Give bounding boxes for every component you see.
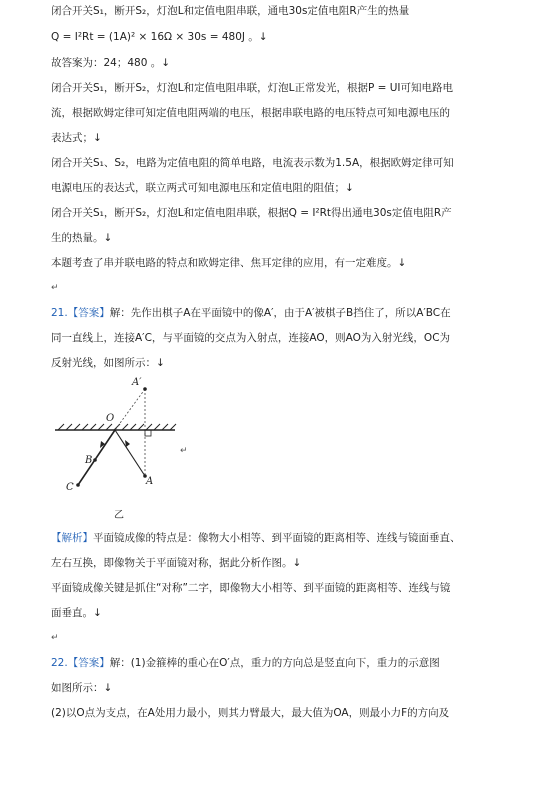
question-22-line-3: (2)以O点为支点，在A处用力最小，则其力臂最大，最大值为OA，则最小力F的方向及 <box>51 707 450 719</box>
analysis-line-3: 平面镜成像关键是抓住“对称”二字，即像物大小相等、到平面镜的距离相等、连线与镜 <box>51 582 451 594</box>
analysis-line-1 <box>51 531 461 545</box>
answer-tag: 【答案】 <box>67 657 110 669</box>
right-angle-mark <box>145 430 151 436</box>
paragraph-mark: ↵ <box>51 283 59 293</box>
analysis-text: 平面镜成像的特点是：像物大小相等、到平面镜的距离相等、连线与镜面垂直、 <box>93 532 461 544</box>
text-line: 生的热量。↓ <box>51 232 113 244</box>
text-line: 闭合开关S₁，断开S₂，灯泡L和定值电阻串联，通电30s定值电阻R产生的热量 <box>51 5 410 17</box>
answer-text: 解：(1)金箍棒的重心在O′点，重力的方向总是竖直向下，重力的示意图 <box>109 657 440 669</box>
formula-line: Q = I²Rt = (1A)² × 16Ω × 30s = 480J 。↓ <box>51 31 268 43</box>
diagram-caption: 乙 <box>114 510 124 521</box>
text-line: 闭合开关S₁，断开S₂，灯泡L和定值电阻串联，根据Q = I²Rt得出通电30s定值电阻R产 <box>51 207 452 219</box>
point-c <box>76 483 80 487</box>
question-21-line-3: 反射光线，如图所示：↓ <box>51 357 165 369</box>
analysis-line-4: 面垂直。↓ <box>51 607 102 619</box>
point-b <box>93 458 97 462</box>
analysis-line-2: 左右互换，即像物关于平面镜对称，据此分析作图。↓ <box>51 557 302 569</box>
reflected-ray <box>78 430 115 485</box>
label-b: B <box>85 455 93 466</box>
label-a-prime: A′ <box>132 377 142 388</box>
text-line: 闭合开关S₁，断开S₂，灯泡L和定值电阻串联，灯泡L正常发光，根据P = UI可知电路电 <box>51 82 454 94</box>
question-22-line-1 <box>51 656 440 670</box>
mirror-hatching <box>58 424 176 430</box>
point-a-prime <box>143 387 147 391</box>
label-a: A <box>146 476 154 487</box>
question-21-line-2: 同一直线上，连接A′C，与平面镜的交点为入射点，连接AO，则AO为入射光线，OC为 <box>51 332 451 344</box>
label-o: O <box>106 413 115 424</box>
label-c: C <box>66 482 74 493</box>
text-line: 表达式；↓ <box>51 132 102 144</box>
answer-text: 解：先作出棋子A在平面镜中的像A′，由于A′被棋子B挡住了，所以A′BC在 <box>109 307 451 319</box>
text-line: 本题考查了串并联电路的特点和欧姆定律、焦耳定律的应用，有一定难度。↓ <box>51 257 407 269</box>
question-21-line-1 <box>51 306 451 320</box>
question-22-line-2: 如图所示：↓ <box>51 682 113 694</box>
text-line: 故答案为：24；480 。↓ <box>51 57 171 69</box>
answer-tag: 【答案】 <box>67 307 110 319</box>
text-line: 闭合开关S₁、S₂，电路为定值电阻的简单电路，电流表示数为1.5A，根据欧姆定律可知 <box>51 157 454 169</box>
paragraph-mark: ↵ <box>51 633 59 643</box>
analysis-tag: 【解析】 <box>51 532 93 544</box>
question-number: 22. <box>51 657 68 669</box>
text-line: 电源电压的表达式，联立两式可知电源电压和定值电阻的阻值；↓ <box>51 182 354 194</box>
text-line: 流，根据欧姆定律可知定值电阻两端的电压，根据串联电路的电压特点可知电源电压的 <box>51 107 450 119</box>
paragraph-mark: ↵ <box>180 446 188 456</box>
incident-ray <box>115 430 145 476</box>
question-number: 21. <box>51 307 68 319</box>
